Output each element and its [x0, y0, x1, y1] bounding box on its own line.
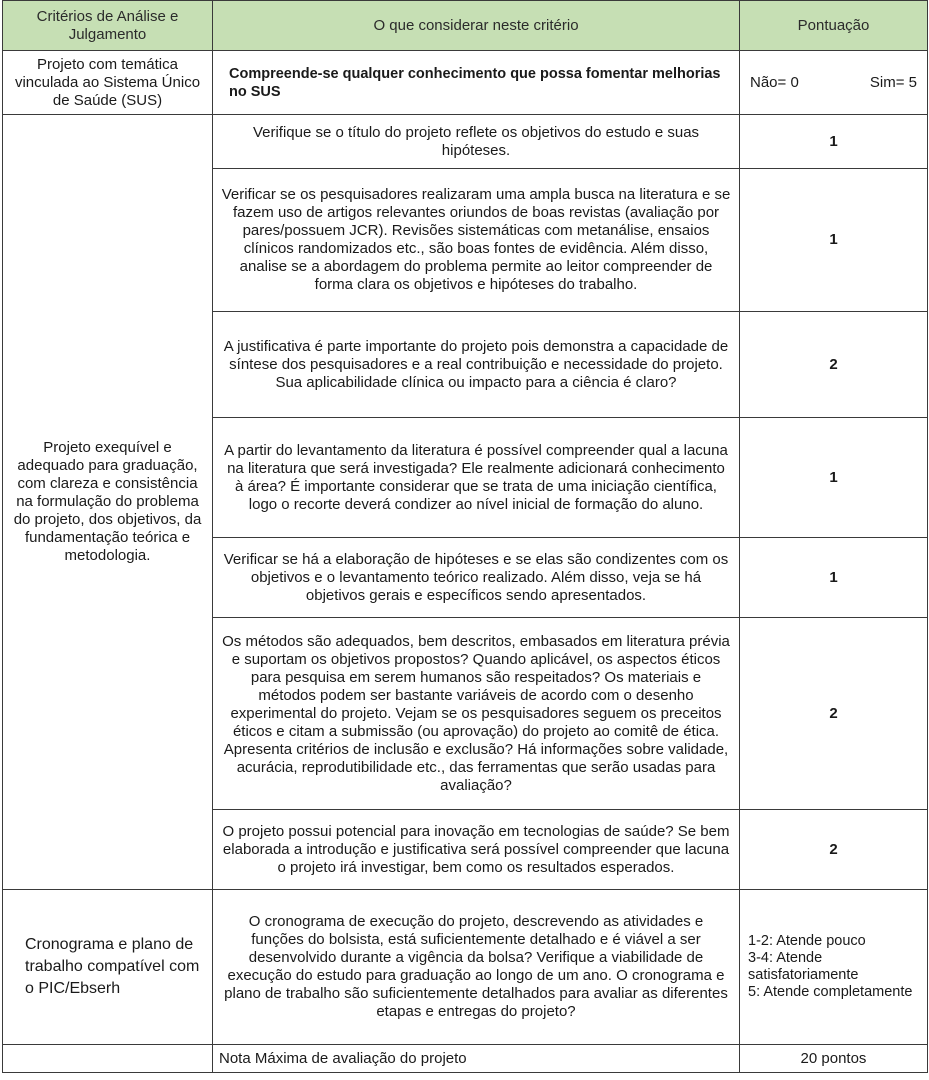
- description-item: Verificar se há a elaboração de hipóteses e se elas são condizentes com os objetivos e o levantamento teórico realizado. Além disso, veja se há objetivos gerais e específicos sendo apresentados.: [213, 538, 740, 618]
- scale-high: 5: Atende completamente: [748, 984, 913, 1000]
- table-header-row: [3, 1, 928, 51]
- header-criteria: Critérios de Análise e Julgamento: [3, 1, 213, 51]
- criterion-schedule: Cronograma e plano de trabalho compatível com o PIC/Ebserh: [3, 890, 213, 1045]
- score-item: 2: [740, 618, 928, 810]
- description-item: Os métodos são adequados, bem descritos, embasados em literatura prévia e suportam os objetivos propostos? Quando aplicável, os aspectos éticos para pesquisa em serem humanos são respeitados? Os materiais e métodos podem ser bastante variáveis de acordo com o desenho experimental do projeto. Vejam se os pesquisadores seguem os preceitos éticos e citam a submissão (ou aprovação) do projeto ao comitê de ética. Apresenta critérios de inclusão e exclusão? Há informações sobre validade, acurácia, reprodutibilidade etc., das ferramentas que serão usadas para avaliação?: [213, 618, 740, 810]
- score-sus: [740, 51, 928, 115]
- table-row: [3, 890, 928, 1045]
- total-score: 20 pontos: [740, 1045, 928, 1073]
- scale-mid: 3-4: Atende satisfatoriamente: [748, 950, 859, 983]
- score-item: 2: [740, 810, 928, 890]
- description-item: Verifique se o título do projeto reflete os objetivos do estudo e suas hipóteses.: [213, 115, 740, 169]
- table-row: [3, 51, 928, 115]
- score-item: 1: [740, 169, 928, 312]
- description-item: Verificar se os pesquisadores realizaram uma ampla busca na literatura e se fazem uso de artigos relevantes oriundos de boas revistas (avaliação por pares/possuem JCR). Revisões sistemáticas com metanálise, ensaios clínicos randomizados etc., são boas fontes de evidência. Além disso, analise se a abordagem do problema permite ao leitor compreender de forma clara os objetivos e hipóteses do trabalho.: [213, 169, 740, 312]
- score-item: 1: [740, 115, 928, 169]
- header-consider: O que considerar neste critério: [213, 1, 740, 51]
- total-empty-cell: [3, 1045, 213, 1073]
- description-item: A justificativa é parte importante do projeto pois demonstra a capacidade de síntese dos pesquisadores e a real contribuição e necessidade do projeto. Sua aplicabilidade clínica ou impacto para a ciência é claro?: [213, 312, 740, 418]
- description-schedule: O cronograma de execução do projeto, descrevendo as atividades e funções do bolsista, está suficientemente detalhado e é viável a ser desenvolvido durante a vigência da bolsa? Verifique a viabilidade de execução do estudo para graduação ao longo de um ano. O cronograma e plano de trabalho são suficientemente detalhados para avaliar as diferentes etapas e entregas do projeto?: [213, 890, 740, 1045]
- score-yes: Sim= 5: [869, 73, 917, 91]
- score-no: Não= 0: [750, 73, 799, 91]
- criteria-table: [2, 0, 928, 1073]
- description-sus: Compreende-se qualquer conhecimento que possa fomentar melhorias no SUS: [213, 51, 740, 115]
- score-item: 2: [740, 312, 928, 418]
- score-item: 1: [740, 538, 928, 618]
- total-row: [3, 1045, 928, 1073]
- score-scale: [740, 890, 928, 1045]
- evaluation-criteria-document: [2, 0, 927, 1078]
- scale-low: 1-2: Atende pouco: [748, 933, 866, 949]
- criterion-sus: Projeto com temática vinculada ao Sistema Único de Saúde (SUS): [3, 51, 213, 115]
- criterion-feasible: Projeto exequível e adequado para graduação, com clareza e consistência na formulação do problema do projeto, dos objetivos, da fundamentação teórica e metodologia.: [3, 115, 213, 890]
- header-score: Pontuação: [740, 1, 928, 51]
- score-item: 1: [740, 418, 928, 538]
- total-label: Nota Máxima de avaliação do projeto: [213, 1045, 740, 1073]
- table-row: [3, 115, 928, 169]
- description-item: O projeto possui potencial para inovação em tecnologias de saúde? Se bem elaborada a introdução e justificativa será possível compreender que lacuna o projeto irá investigar, bem como os resultados esperados.: [213, 810, 740, 890]
- description-item: A partir do levantamento da literatura é possível compreender qual a lacuna na literatura que será investigada? Ele realmente adicionará conhecimento à área? É importante considerar que se trata de uma iniciação científica, logo o recorte deverá condizer ao nível inicial de formação do aluno.: [213, 418, 740, 538]
